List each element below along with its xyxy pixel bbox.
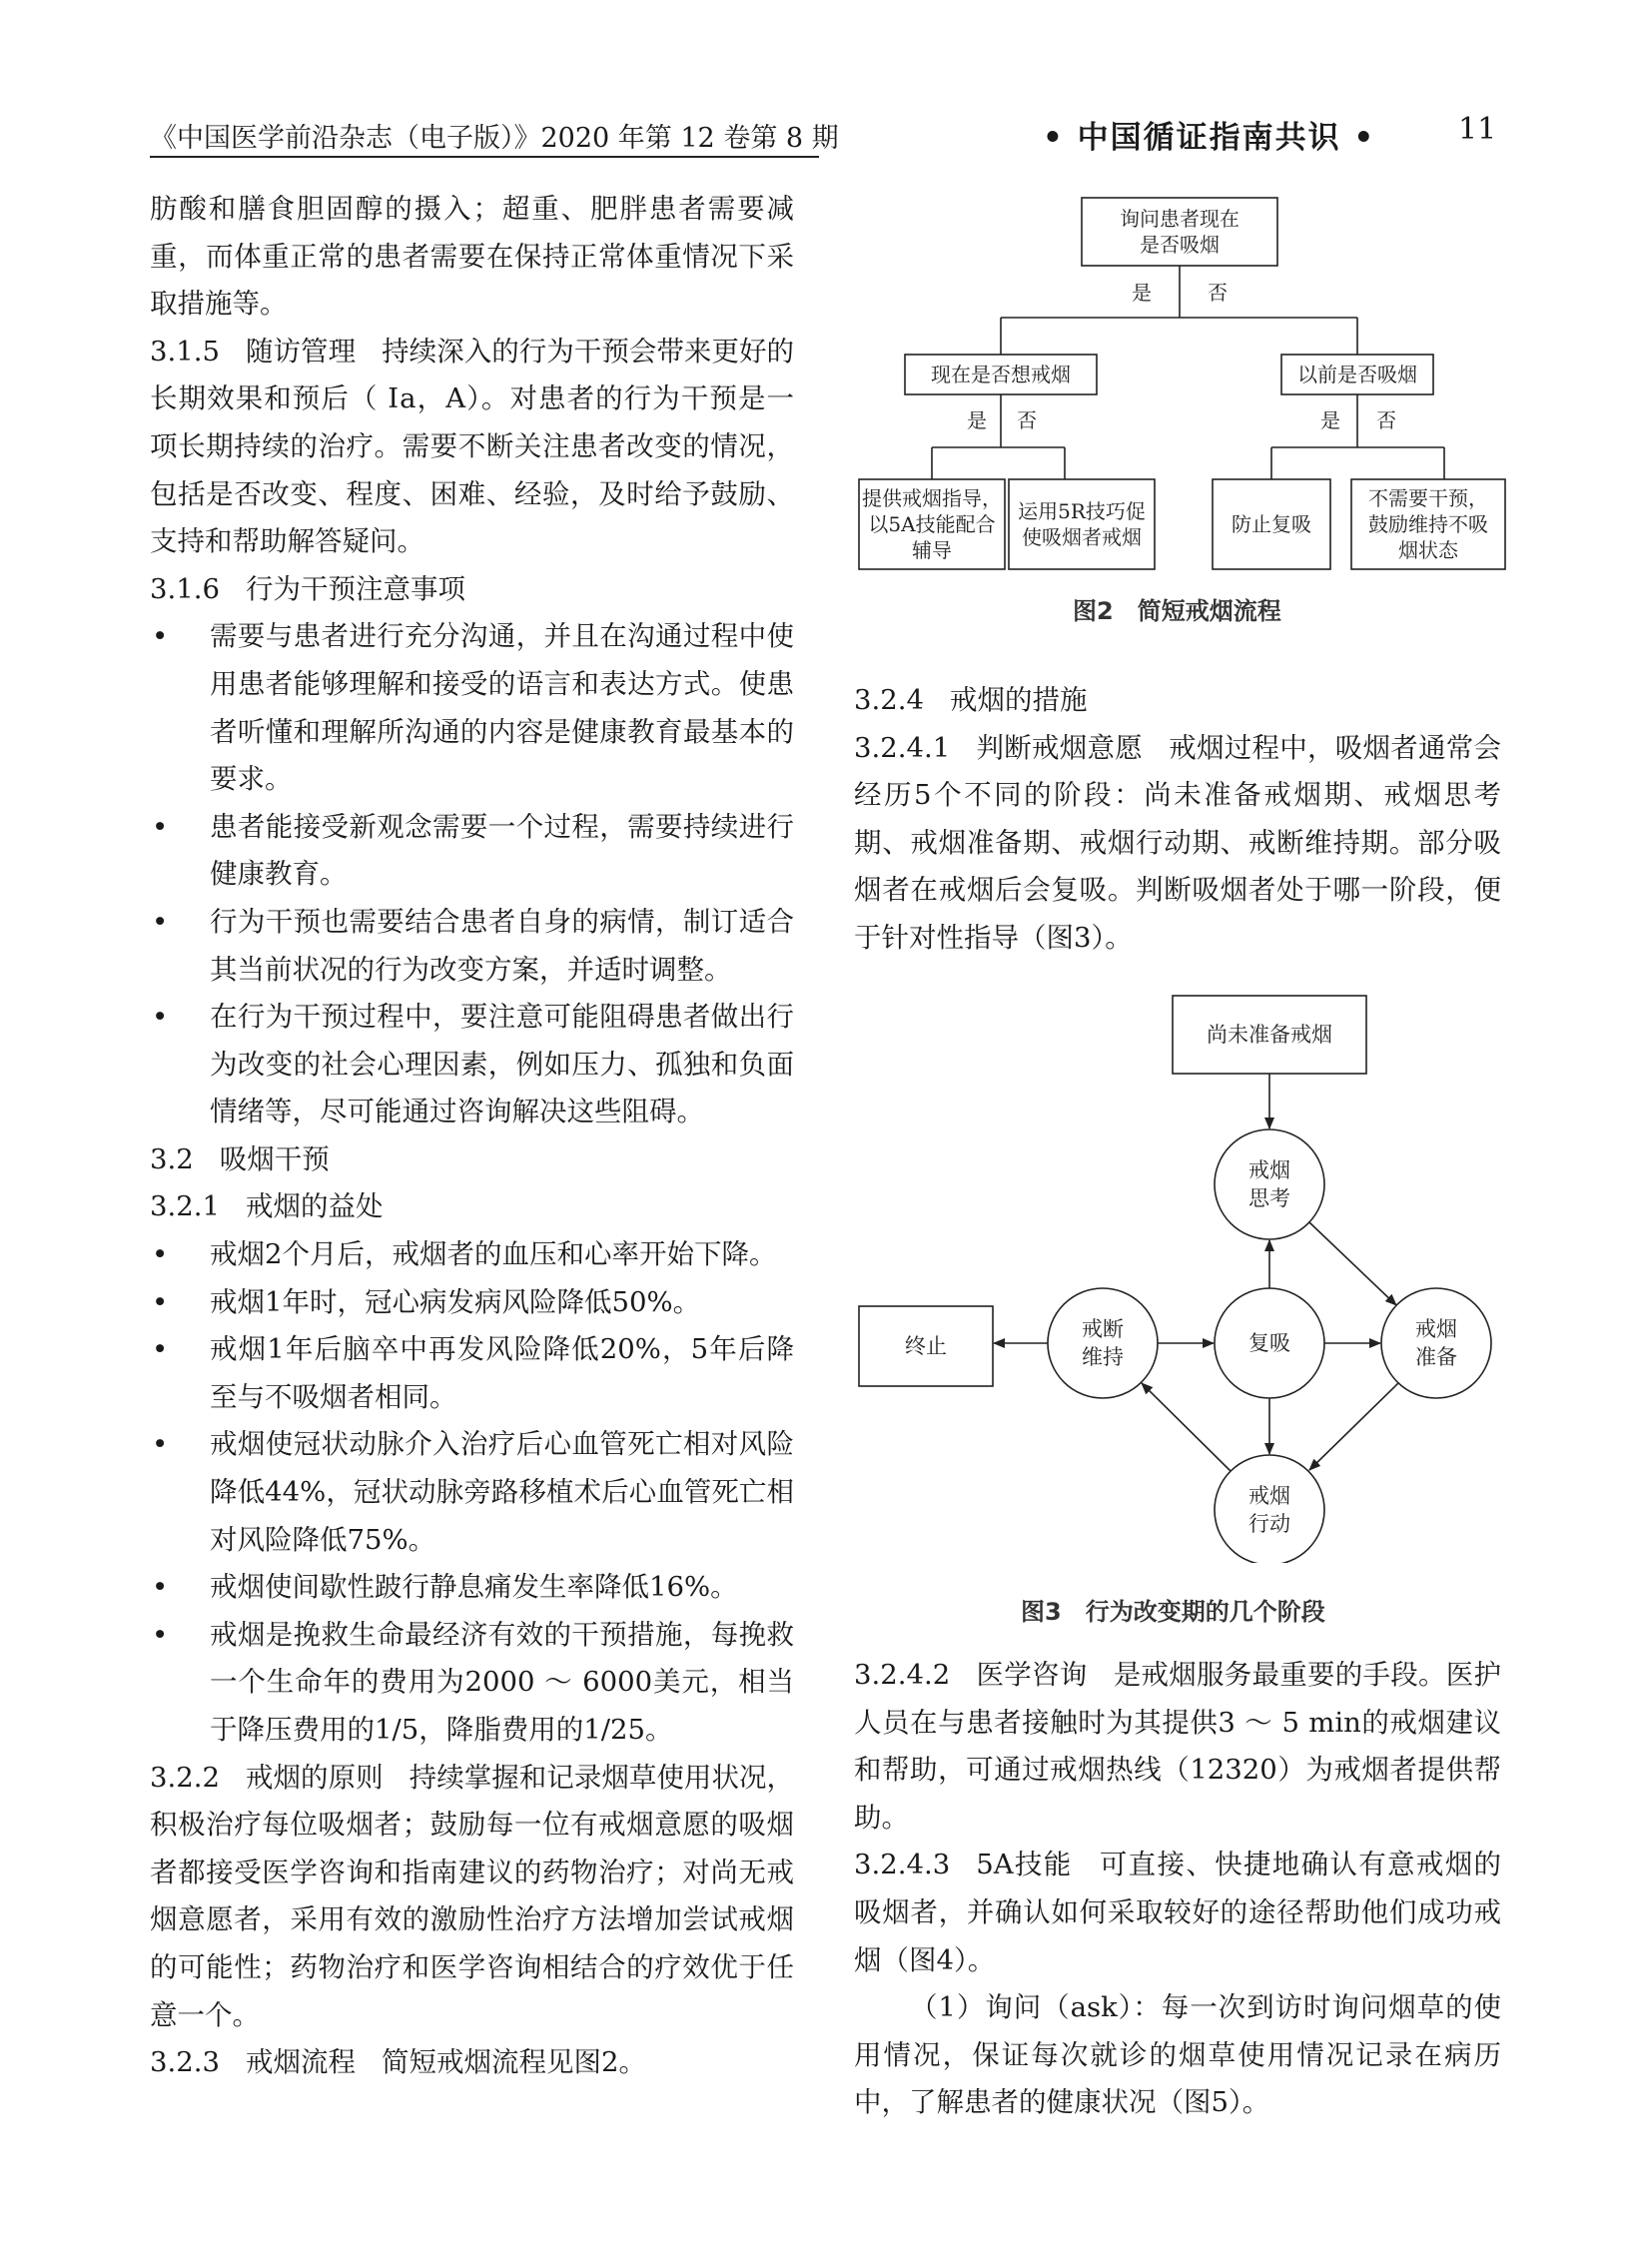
flow-no-label: 否 [1017,408,1037,432]
stage-maintenance-line2: 维持 [1082,1345,1124,1369]
flow-leaf-4-line2: 鼓励维持不吸 [1368,512,1488,536]
section-3-2-4 [854,677,1501,725]
stage-maintenance-line1: 戒断 [1082,1317,1124,1341]
arrow [1309,1222,1396,1305]
right-column-lower [854,1652,1501,2127]
section-number: 3.2.4 [854,684,924,716]
list-item: • 在行为干预过程中，要注意可能阻碍患者做出行为改变的社会心理因素，例如压力、孤独和负面情绪等，尽可能通过咨询解决这些阻碍。 [150,994,794,1136]
section-3-1-6 [150,566,794,614]
stage-preparation-line1: 戒烟 [1415,1317,1457,1341]
section-title: 行为干预注意事项 [245,572,465,605]
figure-2-caption: 图2 简短戒烟流程 [1073,597,1281,625]
paragraph: 肪酸和膳食胆固醇的摄入；超重、肥胖患者需要减重，而体重正常的患者需要在保持正常体重情况下采取措施等。 [150,193,794,321]
flow-no-label: 否 [1376,408,1396,432]
flow-no-label: 否 [1208,281,1228,305]
flow-leaf-3: 防止复吸 [1232,512,1311,536]
journal-header: 《中国医学前沿杂志（电子版）》2020 年第 12 卷第 8 期 [150,123,839,154]
section-text: 可直接、快捷地确认有意戒烟的吸烟者，并确认如何采取较好的途径帮助他们成功戒烟（图4）。 [854,1849,1502,1976]
list-item: • 需要与患者进行充分沟通，并且在沟通过程中使用患者能够理解和接受的语言和表达方式。使患者听懂和理解所沟通的内容是健康教育最基本的要求。 [150,613,794,803]
section-text: 持续深入的行为干预会带来更好的长期效果和预后（ Ⅰa，A）。对患者的行为干预是一项长期持续的治疗。需要不断关注患者改变的情况，包括是否改变、程度、困难、经验，及时给予鼓励、支持和帮助解答疑问。 [150,335,795,558]
flow-leaf-4-line1: 不需要干预， [1368,486,1488,510]
flow-right-question: 以前是否吸烟 [1297,363,1417,386]
stage-relapse-label: 复吸 [1248,1331,1290,1355]
section-number: 3.1.6 [150,572,220,605]
flow-left-question: 现在是否想戒烟 [931,363,1071,386]
flow-root-line1: 询问患者现在 [1120,207,1239,231]
section-3-2-2 [150,1755,794,2040]
list-item: • 戒烟1年时，冠心病发病风险降低50%。 [150,1279,794,1327]
right-column-upper [854,677,1501,963]
stage-contemplation-circle [1215,1129,1324,1239]
list-item: • 患者能接受新观念需要一个过程，需要持续进行健康教育。 [150,804,794,899]
section-title: 戒烟的原则 [245,1761,384,1794]
section-number: 3.1.5 [150,335,220,368]
list-item: • 戒烟是挽救生命最经济有效的干预措施，每挽救一个生命年的费用为2000 ～ 6000美元，相当于降压费用的1/5，降脂费用的1/25。 [150,1612,794,1755]
stage-action-line2: 行动 [1248,1512,1290,1536]
section-title: 吸烟干预 [219,1142,330,1175]
section-title: 随访管理 [245,335,357,368]
arrow [1309,1383,1398,1470]
stage-contemplation-line1: 戒烟 [1248,1158,1290,1182]
list-item: • 戒烟2个月后，戒烟者的血压和心率开始下降。 [150,1231,794,1279]
stage-maintenance-circle [1048,1288,1158,1398]
section-3-2-4-1 [854,725,1501,963]
section-number: 3.2.2 [150,1761,220,1794]
section-3-1-5 [150,329,794,566]
header-rule [150,156,819,158]
flow-leaf-1-line2: 以5A技能配合 [868,512,996,536]
list-item: • 戒烟1年后脑卒中再发风险降低20%，5年后降至与不吸烟者相同。 [150,1326,794,1421]
stage-preparation-line2: 准备 [1415,1345,1457,1369]
section-3-2-4-3 [854,1842,1501,1984]
section-title: 戒烟的益处 [245,1190,384,1223]
section-number: 3.2.4.2 [854,1659,951,1691]
list-item: • 戒烟使间歇性跛行静息痛发生率降低16%。 [150,1564,794,1612]
stage-precontemplation-label: 尚未准备戒烟 [1207,1023,1332,1047]
section-3-2-1 [150,1183,794,1231]
stage-action-circle [1215,1455,1324,1563]
arrow [1142,1383,1231,1471]
flow-leaf-2-line1: 运用5R技巧促 [1018,499,1146,523]
flow-leaf-1-line3: 辅导 [912,538,952,562]
figure-3-caption: 图3 行为改变期的几个阶段 [1021,1598,1325,1626]
stage-preparation-circle [1381,1288,1491,1398]
section-title: 戒烟的措施 [949,684,1088,716]
section-number: 3.2.4.1 [854,731,951,764]
section-text: 持续掌握和记录烟草使用状况，积极治疗每位吸烟者；鼓励每一位有戒烟意愿的吸烟者都接受医学咨询和指南建议的药物治疗；对尚无戒烟意愿者，采用有效的激励性治疗方法增加尝试戒烟的可能性；药物治疗和医学咨询相结合的疗效优于任意一个。 [150,1761,795,2031]
paragraph-ask: （1）询问（ask）：每一次到访时询问烟草的使用情况，保证每次就诊的烟草使用情况记录在病历中，了解患者的健康状况（图5）。 [854,1991,1501,2119]
flow-leaf-2-line2: 使吸烟者戒烟 [1022,525,1142,549]
section-title: 医学咨询 [976,1659,1088,1691]
section-3-2-4-2 [854,1652,1501,1842]
section-text: 戒烟过程中，吸烟者通常会经历5个不同的阶段：尚未准备戒烟期、戒烟思考期、戒烟准备期、戒烟行动期、戒断维持期。部分吸烟者在戒烟后会复吸。判断吸烟者处于哪一阶段，便于针对性指导（图3）。 [854,731,1502,954]
page-number: 11 [1458,112,1497,147]
section-header: • 中国循证指南共识 • [1043,120,1376,156]
section-3-2-3 [150,2039,794,2087]
flow-yes-label: 是 [967,408,987,432]
list-item: • 戒烟使冠状动脉介入治疗后心血管死亡相对风险降低44%，冠状动脉旁路移植术后心血管死亡相对风险降低75%。 [150,1421,794,1564]
section-text: 是戒烟服务最重要的手段。医护人员在与患者接触时为其提供3 ～ 5 min的戒烟建议和帮助，可通过戒烟热线（12320）为戒烟者提供帮助。 [854,1659,1502,1834]
list-item: • 行为干预也需要结合患者自身的病情，制订适合其当前状况的行为改变方案，并适时调整。 [150,899,794,994]
flow-yes-label: 是 [1320,408,1340,432]
section-number: 3.2.1 [150,1190,220,1223]
section-number: 3.2.4.3 [854,1849,951,1881]
left-column [150,186,794,2087]
stage-action-line1: 戒烟 [1248,1484,1290,1508]
stage-termination-label: 终止 [905,1334,947,1358]
section-title: 戒烟流程 [245,2046,356,2079]
stage-contemplation-line2: 思考 [1248,1186,1290,1210]
flow-leaf-1-line1: 提供戒烟指导， [862,486,1002,510]
section-3-2 [150,1136,794,1184]
section-text: 简短戒烟流程见图2。 [381,2046,646,2079]
flow-leaf-4-line3: 烟状态 [1398,538,1458,562]
section-number: 3.2.3 [150,2046,220,2079]
section-title: 5A技能 [976,1849,1073,1881]
flow-yes-label: 是 [1132,281,1152,305]
figure-3-stage-diagram [849,984,1508,1563]
flow-root-line2: 是否吸烟 [1140,233,1220,257]
figure-2-flowchart [849,190,1508,589]
flow-leaf-box [1009,479,1155,569]
section-number: 3.2 [150,1142,194,1175]
section-title: 判断戒烟意愿 [976,731,1143,764]
